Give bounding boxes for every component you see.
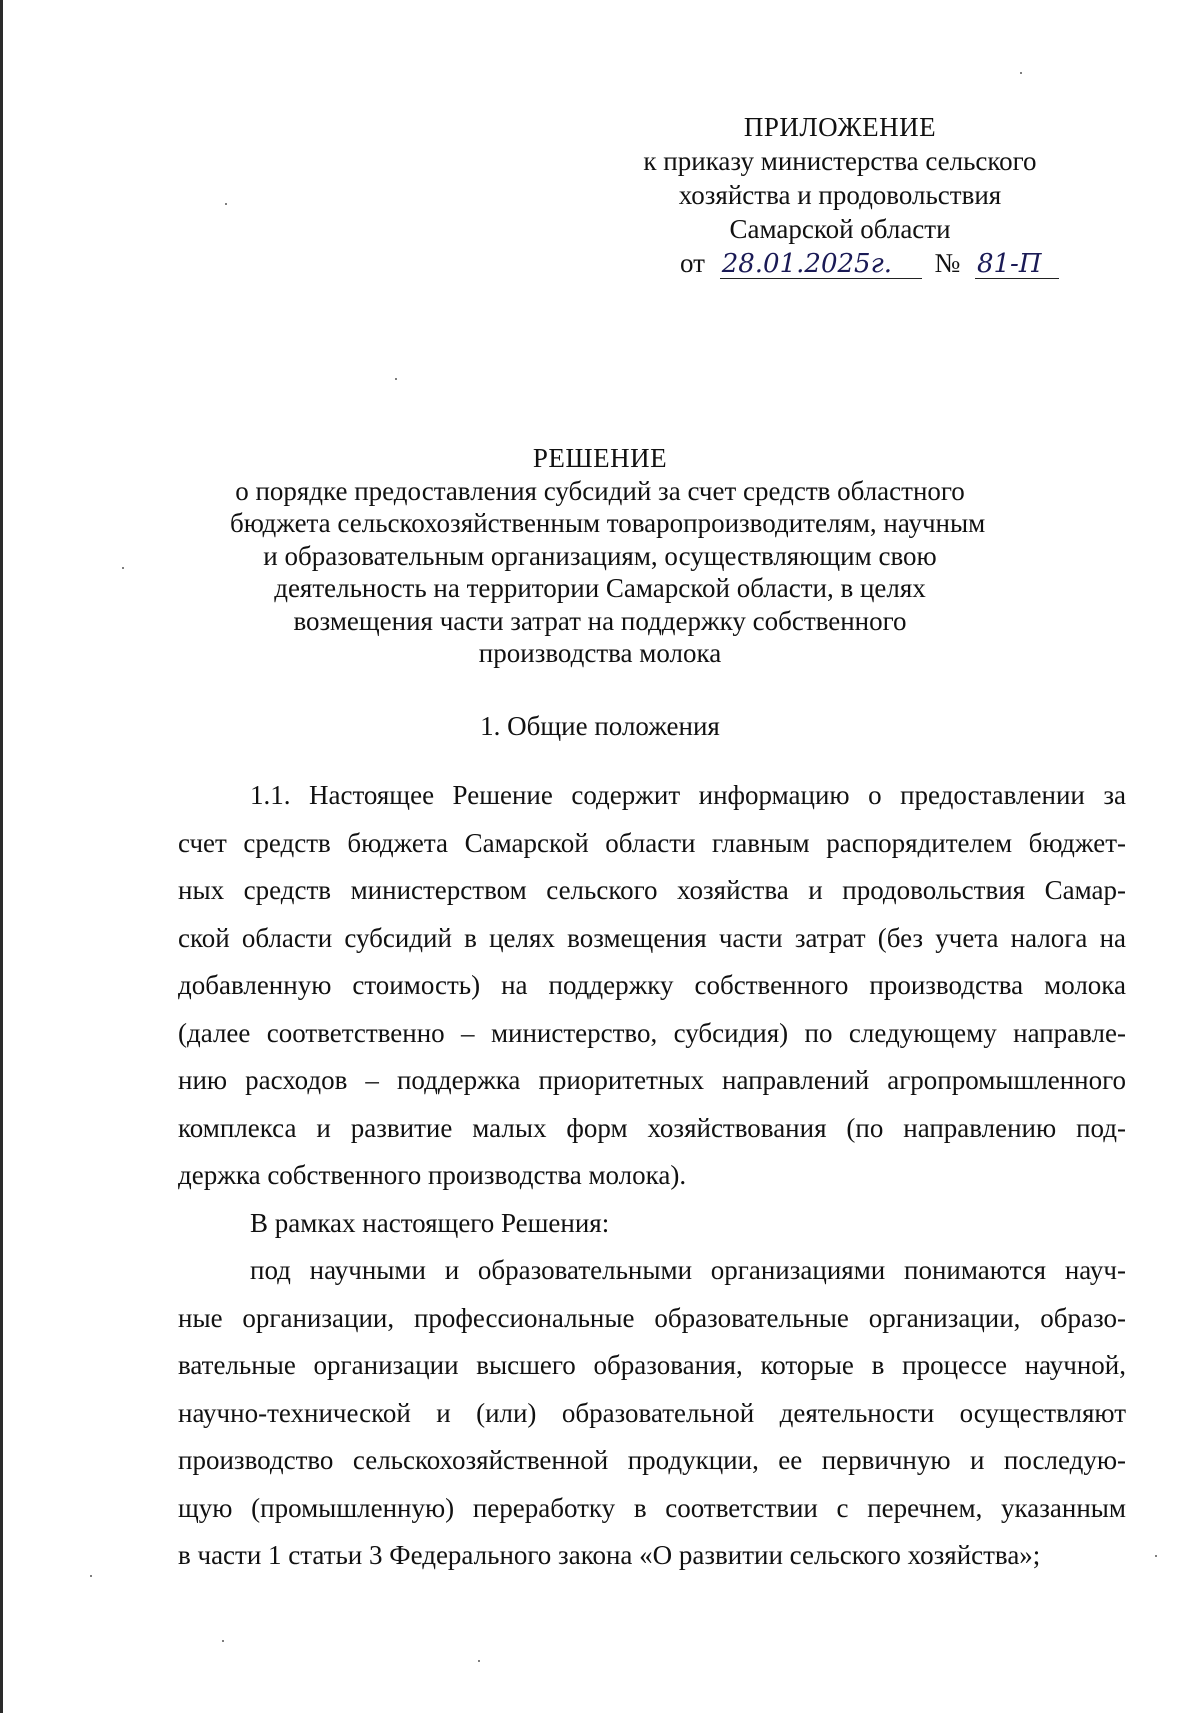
approval-line: к приказу министерства сельского (643, 146, 1037, 176)
scan-speck (1020, 72, 1022, 74)
scan-speck (478, 1660, 480, 1662)
paragraph-line: счет средств бюджета Самарской области главным распорядителем бюджет- (178, 827, 1126, 858)
number-sign: № (934, 248, 961, 278)
paragraph-line: вательные организации высшего образования, которые в процессе научной, (178, 1350, 1126, 1380)
approval-line: Самарской области (729, 214, 951, 244)
document-subtitle-line: бюджета сельскохозяйственным товаропроизводителям, научным (230, 508, 986, 538)
paragraph-line: добавленную стоимость) на поддержку собственного производства молока (178, 970, 1126, 1000)
handwritten-order-number: 81-П (975, 250, 1059, 279)
paragraph-line: нию расходов – поддержка приоритетных направлений агропромышленного (178, 1065, 1126, 1095)
document-subtitle-line: производства молока (478, 638, 722, 668)
paragraph-line: комплекса и развитие малых форм хозяйствования (по направлению под- (178, 1112, 1126, 1143)
document-title-block (230, 442, 986, 670)
paragraph-line: 1.1. Настоящее Решение содержит информацию о предоставлении за (250, 780, 1126, 810)
paragraph-line: производство сельскохозяйственной продукции, ее первичную и последую- (178, 1445, 1126, 1475)
handwritten-date: 28.01.2025г. (720, 250, 922, 279)
scan-speck (395, 378, 397, 380)
scan-speck (1155, 1555, 1157, 1557)
order-date-number-line (610, 246, 1070, 280)
approval-heading: ПРИЛОЖЕНИЕ (743, 112, 937, 142)
document-subtitle-line: возмещения части затрат на поддержку собственного (293, 605, 907, 636)
paragraph-line: научно-технической и (или) образовательной деятельности осуществляют (178, 1397, 1126, 1428)
paragraph-line: держка собственного производства молока). (178, 1160, 687, 1190)
paragraph-line: щую (промышленную) переработку в соответствии с перечнем, указанным (178, 1492, 1126, 1523)
scan-speck (90, 1575, 92, 1577)
document-subtitle-line: и образовательным организациям, осуществляющим свою (263, 540, 937, 571)
scan-speck (222, 1640, 224, 1642)
section-heading: 1. Общие положения (480, 711, 720, 741)
approval-line: хозяйства и продовольствия (678, 180, 1002, 210)
scan-left-edge (0, 0, 3, 1713)
scan-speck (122, 567, 124, 569)
document-title: РЕШЕНИЕ (532, 443, 668, 473)
paragraph-line: под научными и образовательными организациями понимаются науч- (250, 1255, 1126, 1285)
document-subtitle-line: деятельность на территории Самарской области, в целях (274, 573, 926, 603)
paragraph-line: ных средств министерством сельского хозяйства и продовольствия Самар- (178, 875, 1126, 905)
document-subtitle-line: о порядке предоставления субсидий за счет средств областного (235, 475, 965, 506)
paragraph-line: В рамках настоящего Решения: (250, 1207, 610, 1238)
approval-block (610, 110, 1070, 280)
scan-speck (225, 203, 227, 205)
paragraph-line: ской области субсидий в целях возмещения части затрат (без учета налога на (178, 922, 1126, 953)
paragraph-line: в части 1 статьи 3 Федерального закона «О развитии сельского хозяйства»; (178, 1540, 1041, 1570)
paragraph-line: (далее соответственно – министерство, субсидия) по следующему направле- (178, 1017, 1126, 1048)
document-body (178, 772, 1126, 1580)
date-prefix: от (680, 248, 705, 278)
paragraph-line: ные организации, профессиональные образовательные организации, образо- (178, 1302, 1126, 1333)
